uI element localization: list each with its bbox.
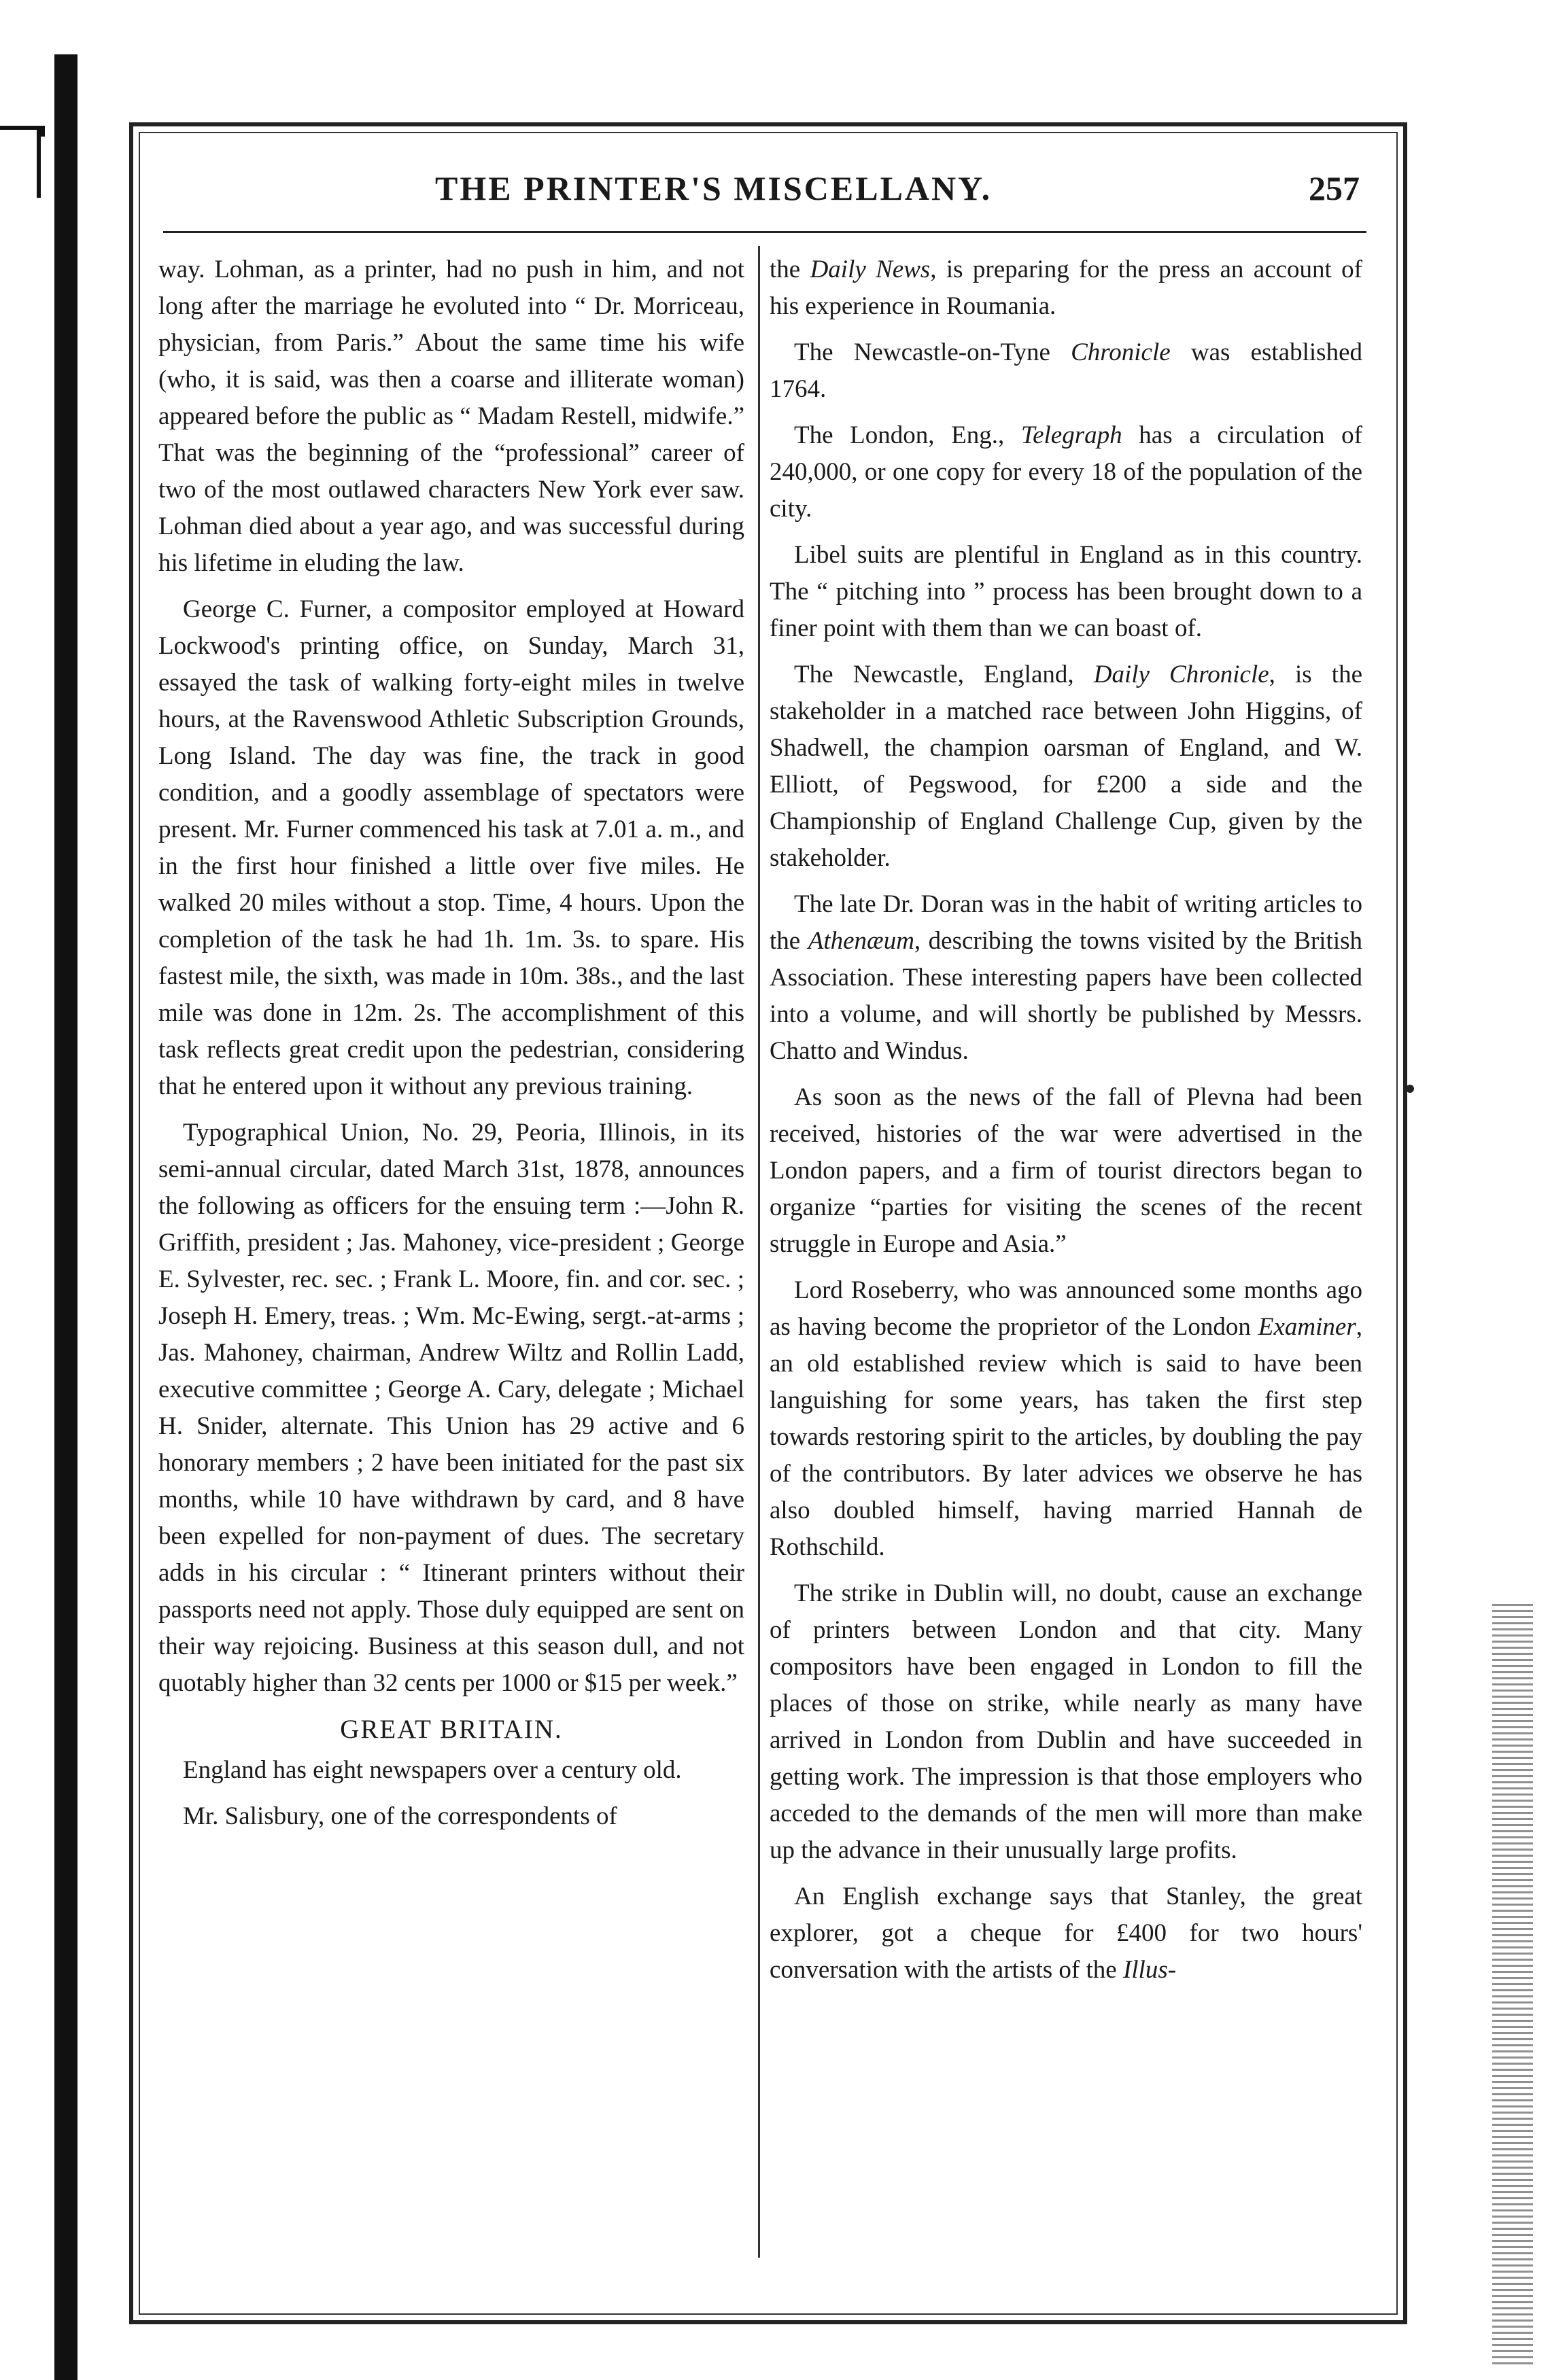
scan-binding-shadow: [54, 54, 78, 2380]
scan-edge-noise: [1492, 1604, 1533, 2365]
publication-title: Chronicle: [1071, 338, 1171, 366]
publication-title: Athenæum: [808, 927, 914, 955]
text-run: The Newcastle-on-Tyne: [794, 338, 1071, 366]
paragraph-libel-suits: Libel suits are plentiful in England as in this country. The “ pitching into ” process has been brought down to a finer point with them than we can boast of.: [770, 541, 1362, 642]
left-column: [158, 251, 744, 1844]
paragraph-newcastle-chronicle: [770, 334, 1362, 408]
publication-title: Daily News: [810, 256, 931, 283]
running-title: THE PRINTER'S MISCELLANY.: [435, 169, 993, 207]
text-run: the: [770, 256, 810, 283]
text-run: , is the stakeholder in a matched race between John Higgins, of Shadwell, the champion oarsman of England, and W. Elliott, of Pegswood, for £200 a side and the Championship of England Challenge Cup, given by the stakeholder.: [770, 661, 1362, 872]
paragraph-furner-walk: George C. Furner, a compositor employed at Howard Lockwood's printing office, on Sunday, March 31, essayed the task of walking forty-eight miles in twelve hours, at the Ravenswood Athletic Subscription Grounds, Long Island. The day was fine, the track in good condition, and a goodly assemblage of spectators were present. Mr. Furner commenced his task at 7.01 a. m., and in the first hour finished a little over five miles. He walked 20 miles without a stop. Time, 4 hours. Upon the completion of the task he had 1h. 1m. 3s. to spare. His fastest mile, the sixth, was made in 10m. 38s., and the last mile was done in 12m. 2s. The accomplishment of this task reflects great credit upon the pedestrian, considering that he entered upon it without any previous training.: [158, 595, 744, 1100]
paragraph-salisbury: Mr. Salisbury, one of the correspondents of: [183, 1802, 617, 1830]
publication-title: Illus-: [1122, 1956, 1177, 1984]
column-divider: [758, 246, 760, 2258]
text-run: Lord Roseberry, who was announced some months ago as having become the proprietor of the London: [770, 1276, 1362, 1341]
scan-edge-mark-vertical: [37, 130, 41, 198]
text-run: The London, Eng.,: [794, 421, 1021, 449]
publication-title: Daily Chronicle: [1093, 661, 1269, 688]
right-column: [770, 251, 1362, 1998]
paragraph-plevna: As soon as the news of the fall of Plevna had been received, histories of the war were advertised in the London papers, and a firm of tourist directors began to organize “parties for visiting the scenes of the recent struggle in Europe and Asia.”: [770, 1083, 1362, 1258]
paragraph-england-newspapers: England has eight newspapers over a century old.: [183, 1756, 682, 1784]
section-heading-great-britain: GREAT BRITAIN.: [340, 1715, 563, 1744]
text-run: The Newcastle, England,: [794, 661, 1094, 688]
publication-title: Telegraph: [1020, 421, 1122, 449]
paragraph-stanley: [770, 1878, 1362, 1989]
paragraph-dublin-strike: The strike in Dublin will, no doubt, cause an exchange of printers between London and that city. Many compositors have been engaged in London to fill the places of those on strike, while nearly as many have arrived in London from Dublin and have succeeded in getting work. The impression is that those employers who acceded to the demands of the men will more than make up the advance in their unusually large profits.: [770, 1579, 1362, 1864]
text-run: The late Dr. Doran was in the habit of writing articles to the: [770, 890, 1362, 955]
text-run: was established 1764.: [770, 338, 1362, 403]
paragraph-daily-news: [770, 251, 1362, 325]
publication-title: Examiner: [1258, 1313, 1356, 1341]
paragraph-doran: [770, 886, 1362, 1070]
paragraph-matched-race: [770, 657, 1362, 877]
paragraph-lohman: way. Lohman, as a printer, had no push in him, and not long after the marriage he evoluted into “ Dr. Morriceau, physician, from Paris.” About the same time his wife (who, it is said, was then a coarse and illiterate woman) appeared before the public as “ Madam Restell, midwife.” That was the beginning of the “professional” career of two of the most outlawed characters New York ever saw. Lohman died about a year ago, and was successful during his lifetime in eluding the law.: [158, 256, 744, 577]
text-run: An English exchange says that Stanley, the great explorer, got a cheque for £400 for two hours' conversation with the artists of the: [770, 1883, 1362, 1984]
paragraph-london-telegraph: [770, 417, 1362, 527]
paragraph-roseberry: [770, 1272, 1362, 1566]
text-run: , an old established review which is said to have been languishing for some years, has taken the first step towards restoring spirit to the articles, by doubling the pay of the contributors. By later advices we observe he has also doubled himself, having married Hannah de Rothschild.: [770, 1313, 1362, 1561]
running-head: [163, 169, 1373, 216]
text-run: , describing the towns visited by the British Association. These interesting papers have been collected into a volume, and will shortly be published by Messrs. Chatto and Windus.: [770, 927, 1363, 1065]
text-run: , is preparing for the press an account of his experience in Roumania.: [770, 256, 1362, 320]
page-number: 257: [1309, 169, 1360, 207]
text-run: has a circulation of 240,000, or one copy for every 18 of the population of the city.: [770, 421, 1362, 523]
header-rule: [163, 231, 1366, 233]
paragraph-peoria-union: Typographical Union, No. 29, Peoria, Illinois, in its semi-annual circular, dated March 31st, 1878, announces the following as officers for the ensuing term :—John R. Griffith, president ; Jas. Mahoney, vice-president ; George E. Sylvester, rec. sec. ; Frank L. Moore, fin. and cor. sec. ; Joseph H. Emery, treas. ; Wm. Mc-Ewing, sergt.-at-arms ; Jas. Mahoney, chairman, Andrew Wiltz and Rollin Ladd, executive committee ; George A. Cary, delegate ; Michael H. Snider, alternate. This Union has 29 active and 6 honorary members ; 2 have been initiated for the past six months, while 10 have withdrawn by card, and 8 have been expelled for non-payment of dues. The secretary adds in his circular : “ Itinerant printers without their passports need not apply. Those duly equipped are sent on their way rejoicing. Business at this season dull, and not quotably higher than 32 cents per 1000 or $15 per week.”: [158, 1119, 744, 1697]
